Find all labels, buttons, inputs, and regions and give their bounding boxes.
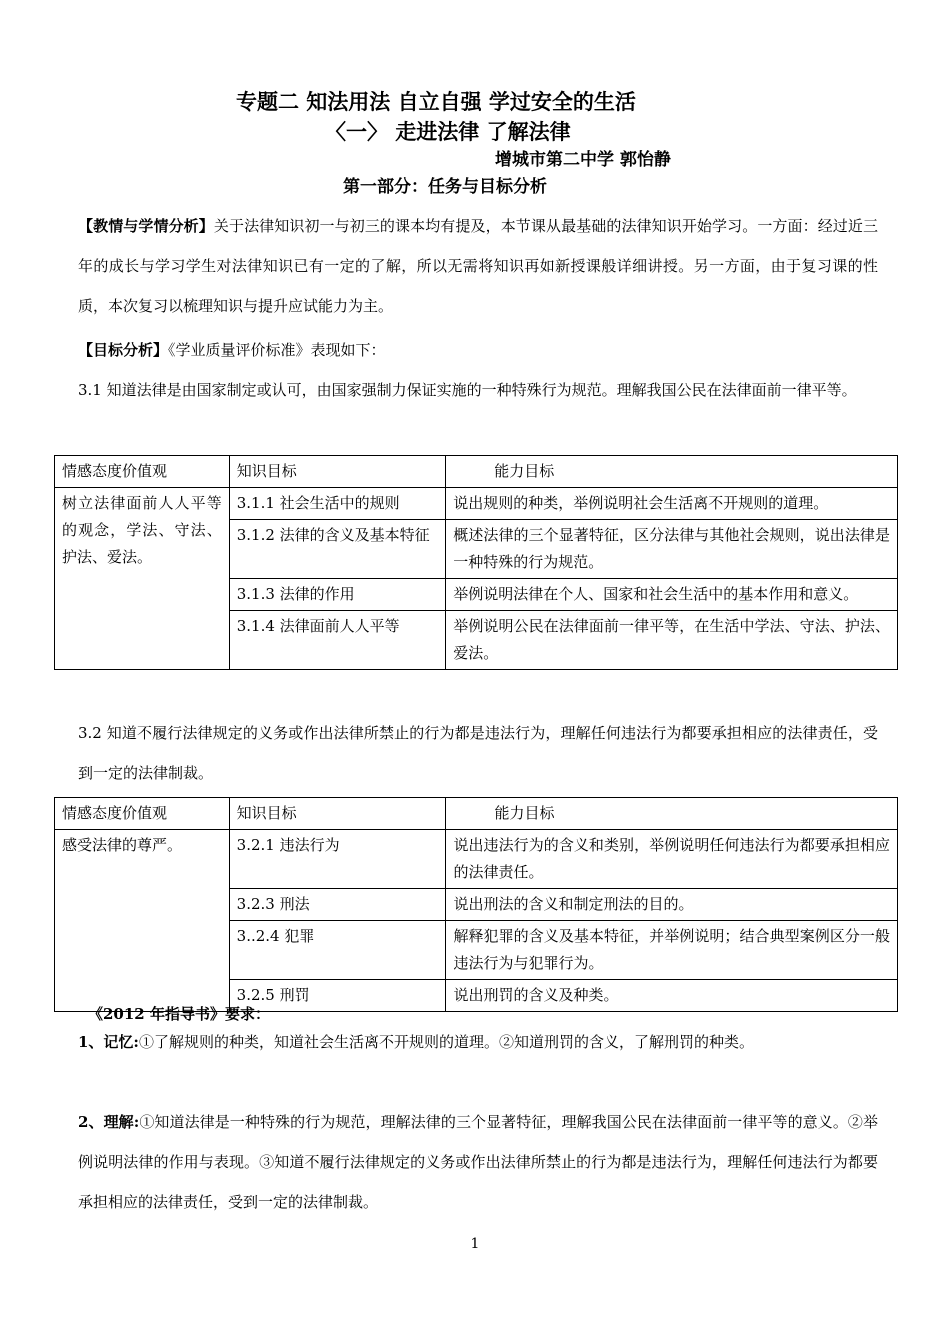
table-row	[55, 488, 898, 520]
knowledge-cell: 3.2.3 刑法	[229, 889, 446, 921]
understand-label: 2、理解:	[78, 1113, 140, 1131]
memory-paragraph	[78, 1022, 878, 1062]
goal-label: 【目标分析】	[78, 341, 169, 359]
understand-paragraph	[78, 1102, 878, 1222]
standard-3-1: 3.1 知道法律是由国家制定或认可，由国家强制力保证实施的一种特殊行为规范。理解我国公民在法律面前一律平等。	[78, 381, 857, 399]
page-number: 1	[470, 1236, 480, 1252]
header-knowledge: 知识目标	[229, 456, 446, 488]
part-heading: 第一部分：任务与目标分析	[343, 177, 547, 197]
memory-text: ①了解规则的种类，知道社会生活离不开规则的道理。②知道刑罚的含义，了解刑罚的种类。	[138, 1033, 754, 1051]
header-ability: 能力目标	[446, 798, 898, 830]
ability-cell: 举例说明公民在法律面前一律平等，在生活中学法、守法、护法、爱法。	[446, 611, 898, 670]
table-header-row	[55, 798, 898, 830]
ability-cell: 说出规则的种类，举例说明社会生活离不开规则的道理。	[446, 488, 898, 520]
attitude-cell: 树立法律面前人人平等的观念，学法、守法、护法、爱法。	[55, 488, 230, 670]
ability-cell: 说出违法行为的含义和类别，举例说明任何违法行为都要承担相应的法律责任。	[446, 830, 898, 889]
table-header-row	[55, 456, 898, 488]
goal-text: 《学业质量评价标准》表现如下：	[168, 341, 386, 359]
guide-heading: 《2012 年指导书》要求：	[88, 1005, 270, 1023]
standard-3-2: 3.2 知道不履行法律规定的义务或作出法律所禁止的行为都是违法行为，理解任何违法行为都要承担相应的法律责任，受到一定的法律制裁。	[78, 724, 878, 782]
analysis-text: 关于法律知识初一与初三的课本均有提及，本节课从最基础的法律知识开始学习。一方面：经过近三年的成长与学习学生对法律知识已有一定的了解，所以无需将知识再如新授课般详细讲授。另一方面，由于复习课的性质，本次复习以梳理知识与提升应试能力为主。	[78, 217, 878, 315]
author-line: 增城市第二中学 郭怡静	[495, 150, 671, 170]
knowledge-cell: 3..2.4 犯罪	[229, 921, 446, 980]
memory-label: 1、记忆:	[78, 1033, 139, 1051]
ability-cell: 说出刑罚的含义及种类。	[446, 980, 898, 1012]
header-attitude: 情感态度价值观	[55, 798, 230, 830]
document-title: 专题二 知法用法 自立自强 学过安全的生活	[236, 90, 636, 114]
goals-table-1	[54, 455, 898, 670]
knowledge-cell: 3.1.1 社会生活中的规则	[229, 488, 446, 520]
knowledge-cell: 3.2.5 刑罚	[229, 980, 446, 1012]
header-attitude: 情感态度价值观	[55, 456, 230, 488]
knowledge-cell: 3.2.1 违法行为	[229, 830, 446, 889]
knowledge-cell: 3.1.3 法律的作用	[229, 579, 446, 611]
header-ability: 能力目标	[446, 456, 898, 488]
knowledge-cell: 3.1.4 法律面前人人平等	[229, 611, 446, 670]
attitude-cell: 感受法律的尊严。	[55, 830, 230, 1012]
analysis-paragraph	[78, 206, 878, 326]
lesson-title: 〈一〉 走进法律 了解法律	[325, 120, 571, 144]
table-row	[55, 830, 898, 889]
ability-cell: 举例说明法律在个人、国家和社会生活中的基本作用和意义。	[446, 579, 898, 611]
ability-cell: 解释犯罪的含义及基本特征，并举例说明；结合典型案例区分一般违法行为与犯罪行为。	[446, 921, 898, 980]
goals-table-2	[54, 797, 898, 1012]
analysis-label: 【教情与学情分析】	[78, 217, 214, 235]
goal-paragraph	[78, 330, 878, 370]
header-knowledge: 知识目标	[229, 798, 446, 830]
ability-cell: 概述法律的三个显著特征，区分法律与其他社会规则，说出法律是一种特殊的行为规范。	[446, 520, 898, 579]
understand-text: ①知道法律是一种特殊的行为规范，理解法律的三个显著特征，理解我国公民在法律面前一律平等的意义。②举例说明法律的作用与表现。③知道不履行法律规定的义务或作出法律所禁止的行为都是违法行为，理解任何违法行为都要承担相应的法律责任，受到一定的法律制裁。	[78, 1113, 878, 1211]
ability-cell: 说出刑法的含义和制定刑法的目的。	[446, 889, 898, 921]
knowledge-cell: 3.1.2 法律的含义及基本特征	[229, 520, 446, 579]
